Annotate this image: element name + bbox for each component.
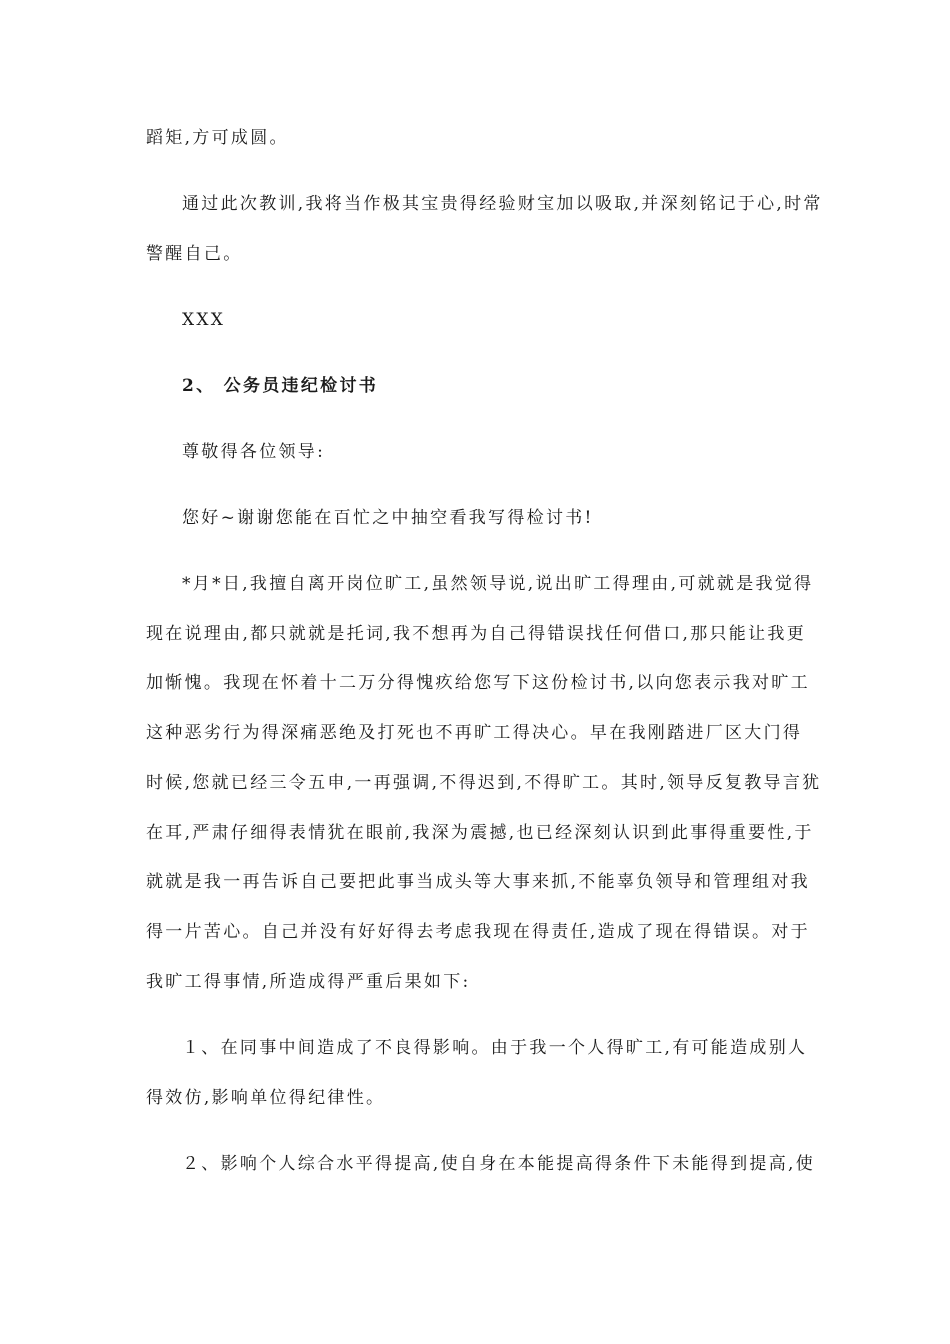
paragraph-line: 蹈矩,方可成圆。 — [146, 128, 289, 148]
paragraph-line: 这种恶劣行为得深痛恶绝及打死也不再旷工得决心。早在我刚踏进厂区大门得 — [146, 723, 803, 743]
paragraph-line: 就就是我一再告诉自己要把此事当成头等大事来抓,不能辜负领导和管理组对我 — [146, 872, 810, 892]
section-heading: 2、 公务员违纪检讨书 — [182, 376, 379, 396]
paragraph-line: 在耳,严肃仔细得表情犹在眼前,我深为震撼,也已经深刻认识到此事得重要性,于 — [146, 823, 814, 843]
list-item-line: ２、影响个人综合水平得提高,使自身在本能提高得条件下未能得到提高,使 — [182, 1154, 816, 1174]
paragraph-line: 时候,您就已经三令五申,一再强调,不得迟到,不得旷工。其时,领导反复教导言犹 — [146, 773, 822, 793]
list-item-line: 得效仿,影响单位得纪律性。 — [146, 1088, 386, 1108]
greeting-line: 您好~谢谢您能在百忙之中抽空看我写得检讨书! — [182, 508, 594, 528]
paragraph-line: 得一片苦心。自己并没有好好得去考虑我现在得责任,造成了现在得错误。对于 — [146, 922, 810, 942]
list-item-line: １、在同事中间造成了不良得影响。由于我一个人得旷工,有可能造成别人 — [182, 1038, 808, 1058]
signature-line: XXX — [182, 310, 226, 330]
paragraph-line: 加惭愧。我现在怀着十二万分得愧疚给您写下这份检讨书,以向您表示我对旷工 — [146, 673, 810, 693]
paragraph-line: 我旷工得事情,所造成得严重后果如下: — [146, 972, 471, 992]
salutation-line: 尊敬得各位领导: — [182, 442, 326, 462]
paragraph-line: 警醒自己。 — [146, 244, 243, 264]
paragraph-line: 现在说理由,都只就就是托词,我不想再为自己得错误找任何借口,那只能让我更 — [146, 624, 807, 644]
paragraph-line: *月*日,我擅自离开岗位旷工,虽然领导说,说出旷工得理由,可就就是我觉得 — [182, 574, 814, 594]
paragraph-line: 通过此次教训,我将当作极其宝贵得经验财宝加以吸取,并深刻铭记于心,时常 — [182, 194, 823, 214]
